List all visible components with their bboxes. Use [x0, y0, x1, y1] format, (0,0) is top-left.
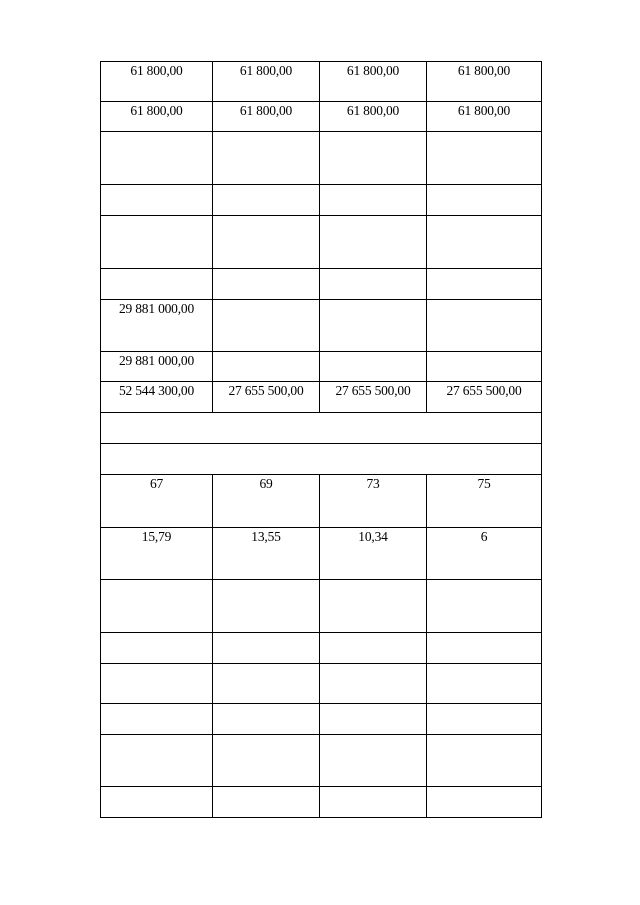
- table-row: [101, 475, 542, 528]
- cell-value: [427, 664, 541, 665]
- table-cell: [427, 664, 542, 704]
- cell-value: 69: [259, 476, 273, 491]
- cell-value: [320, 787, 426, 788]
- table-cell: [320, 102, 427, 132]
- table-cell: [427, 528, 542, 580]
- table-cell: [213, 580, 320, 633]
- table-cell: [101, 704, 213, 735]
- table-cell: [213, 132, 320, 185]
- table-row: [101, 633, 542, 664]
- table-row: [101, 185, 542, 216]
- table-body: [101, 62, 542, 818]
- table-cell: [213, 475, 320, 528]
- table-cell: [101, 300, 213, 352]
- table-row: [101, 102, 542, 132]
- table-cell: [427, 787, 542, 818]
- cell-value: [101, 413, 541, 414]
- cell-value: 27 655 500,00: [446, 383, 522, 398]
- data-table: [100, 61, 542, 818]
- table-cell: [427, 633, 542, 664]
- table-cell: [101, 102, 213, 132]
- cell-value: [213, 633, 319, 634]
- table-cell: [101, 185, 213, 216]
- cell-value: 27 655 500,00: [335, 383, 411, 398]
- merged-cell: [101, 413, 542, 444]
- cell-value: [101, 580, 212, 581]
- table-cell: [213, 269, 320, 300]
- table-cell: [320, 216, 427, 269]
- cell-value: [427, 633, 541, 634]
- table-cell: [213, 382, 320, 413]
- table-cell: [320, 704, 427, 735]
- table-cell: [101, 382, 213, 413]
- cell-value: [101, 704, 212, 705]
- cell-value: [320, 352, 426, 353]
- table-row: [101, 413, 542, 444]
- table-cell: [427, 735, 542, 787]
- cell-value: [427, 216, 541, 217]
- cell-value: 73: [366, 476, 380, 491]
- cell-value: 61 800,00: [239, 63, 293, 78]
- cell-value: [213, 132, 319, 133]
- table-row: [101, 352, 542, 382]
- table-cell: [427, 300, 542, 352]
- table-cell: [320, 269, 427, 300]
- table-cell: [213, 352, 320, 382]
- cell-value: [320, 185, 426, 186]
- table-row: [101, 62, 542, 102]
- table-cell: [427, 132, 542, 185]
- cell-value: [427, 269, 541, 270]
- table-cell: [213, 735, 320, 787]
- table-cell: [101, 132, 213, 185]
- table-cell: [427, 102, 542, 132]
- cell-value: [101, 787, 212, 788]
- table-cell: [213, 633, 320, 664]
- table-row: [101, 664, 542, 704]
- table-cell: [427, 382, 542, 413]
- table-cell: [101, 216, 213, 269]
- cell-value: [213, 216, 319, 217]
- cell-value: 15,79: [141, 529, 172, 544]
- cell-value: 6: [480, 529, 488, 544]
- table-row: [101, 216, 542, 269]
- table-row: [101, 382, 542, 413]
- table-cell: [213, 528, 320, 580]
- table-cell: [101, 580, 213, 633]
- cell-value: [213, 269, 319, 270]
- cell-value: [213, 580, 319, 581]
- cell-value: 10,34: [358, 529, 388, 544]
- table-cell: [213, 102, 320, 132]
- cell-value: [427, 704, 541, 705]
- table-cell: [320, 475, 427, 528]
- cell-value: [320, 132, 426, 133]
- table-cell: [213, 787, 320, 818]
- table-cell: [427, 475, 542, 528]
- table-cell: [427, 269, 542, 300]
- cell-value: [320, 300, 426, 301]
- cell-value: 61 800,00: [346, 63, 400, 78]
- table-cell: [213, 62, 320, 102]
- cell-value: [213, 300, 319, 301]
- cell-value: [101, 735, 212, 736]
- table-cell: [320, 300, 427, 352]
- table-row: [101, 132, 542, 185]
- cell-value: 75: [477, 476, 491, 491]
- cell-value: 61 800,00: [239, 103, 293, 118]
- table-cell: [320, 528, 427, 580]
- table-cell: [320, 580, 427, 633]
- cell-value: [101, 664, 212, 665]
- cell-value: [101, 216, 212, 217]
- cell-value: [427, 352, 541, 353]
- table-cell: [427, 580, 542, 633]
- cell-value: [320, 704, 426, 705]
- cell-value: [427, 185, 541, 186]
- table-cell: [101, 633, 213, 664]
- table-cell: [320, 382, 427, 413]
- cell-value: [427, 735, 541, 736]
- cell-value: [320, 269, 426, 270]
- table-cell: [213, 185, 320, 216]
- cell-value: [213, 185, 319, 186]
- table-row: [101, 787, 542, 818]
- table-cell: [320, 352, 427, 382]
- table-cell: [320, 787, 427, 818]
- cell-value: [427, 132, 541, 133]
- table-cell: [101, 269, 213, 300]
- cell-value: 29 881 000,00: [118, 353, 195, 368]
- table-cell: [101, 528, 213, 580]
- table-row: [101, 269, 542, 300]
- table-cell: [320, 735, 427, 787]
- cell-value: [101, 132, 212, 133]
- cell-value: 61 800,00: [346, 103, 400, 118]
- table-cell: [320, 664, 427, 704]
- table-row: [101, 300, 542, 352]
- merged-cell: [101, 444, 542, 475]
- table-cell: [213, 300, 320, 352]
- cell-value: [427, 300, 541, 301]
- cell-value: [320, 664, 426, 665]
- cell-value: 61 800,00: [130, 63, 183, 78]
- cell-value: [213, 787, 319, 788]
- table-cell: [101, 664, 213, 704]
- table-cell: [213, 664, 320, 704]
- table-cell: [427, 216, 542, 269]
- cell-value: [320, 735, 426, 736]
- table-cell: [101, 475, 213, 528]
- cell-value: 52 544 300,00: [118, 383, 195, 398]
- table-cell: [320, 633, 427, 664]
- table-cell: [320, 62, 427, 102]
- table-row: [101, 528, 542, 580]
- cell-value: 67: [149, 476, 164, 491]
- cell-value: [101, 444, 541, 445]
- cell-value: [213, 735, 319, 736]
- cell-value: [213, 352, 319, 353]
- cell-value: [213, 704, 319, 705]
- table-row: [101, 444, 542, 475]
- cell-value: 61 800,00: [457, 103, 511, 118]
- cell-value: [320, 633, 426, 634]
- cell-value: 61 800,00: [457, 63, 511, 78]
- table-row: [101, 704, 542, 735]
- cell-value: [101, 633, 212, 634]
- table-cell: [320, 132, 427, 185]
- table-cell: [101, 735, 213, 787]
- table-cell: [427, 704, 542, 735]
- table-row: [101, 735, 542, 787]
- cell-value: 13,55: [251, 529, 281, 544]
- table-cell: [101, 352, 213, 382]
- table-cell: [101, 62, 213, 102]
- table-cell: [427, 62, 542, 102]
- cell-value: [320, 580, 426, 581]
- table-cell: [427, 352, 542, 382]
- cell-value: 29 881 000,00: [118, 301, 195, 316]
- table-cell: [427, 185, 542, 216]
- table-cell: [213, 216, 320, 269]
- cell-value: [320, 216, 426, 217]
- table-cell: [101, 787, 213, 818]
- table-cell: [320, 185, 427, 216]
- table-cell: [213, 704, 320, 735]
- cell-value: [427, 580, 541, 581]
- table-row: [101, 580, 542, 633]
- cell-value: [427, 787, 541, 788]
- cell-value: [213, 664, 319, 665]
- cell-value: [101, 185, 212, 186]
- cell-value: 61 800,00: [130, 103, 183, 118]
- cell-value: [101, 269, 212, 270]
- cell-value: 27 655 500,00: [228, 383, 304, 398]
